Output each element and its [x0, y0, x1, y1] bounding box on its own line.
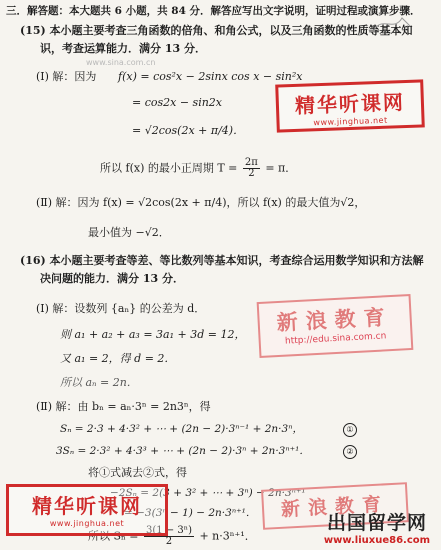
q16-conclusion-post: + n·3ⁿ⁺¹． [199, 529, 256, 543]
q16-p1-line1: (Ⅰ) 解：设数列 {aₙ} 的公差为 d． [36, 302, 206, 315]
q15-intro-line2: 识，考查运算能力．满分 13 分． [40, 42, 206, 55]
faint-url-watermark: www.sina.com.cn [86, 58, 156, 67]
q16-conclusion-pre: 所以 Sₙ = [88, 529, 139, 543]
q16-frac-den: 2 [165, 536, 173, 547]
brand-url: www.liuxue86.com [323, 535, 431, 546]
equation-marker-2: ② [343, 445, 357, 459]
q16-p2-line4: 将①式减去②式，得 [88, 466, 187, 479]
sina-stamp-mid [257, 294, 414, 358]
q15-p2-line2: 最小值为 −√2． [88, 226, 170, 239]
q16-p2-line2: Sₙ = 2·3 + 4·3² + ⋯ + (2n − 2)·3ⁿ⁻¹ + 2n·3ⁿ， [60, 423, 303, 435]
jinghua-stamp-bottom [6, 484, 168, 536]
sina-bottom-title: 新浪教育 [280, 493, 390, 521]
jinghua-bottom-url: www.jinghua.net [49, 519, 125, 528]
q16-p1-line2: 则 a₁ + a₂ + a₃ = 3a₁ + 3d = 12， [60, 328, 246, 341]
brand-logo [317, 508, 437, 546]
q15-p1-eq2: = cos2x − sin2x [132, 96, 223, 109]
q15-period-fraction [243, 158, 260, 179]
sketch-doodle-icon [372, 12, 412, 34]
sina-mid-title: 新浪教育 [276, 304, 394, 336]
q16-p1-line4: 所以 aₙ = 2n． [60, 376, 138, 389]
jinghua-top-title: 精华听课网 [294, 90, 406, 118]
section-header: 三．解答题：本大题共 6 小题，共 84 分．解答应写出文字说明，证明过程或演算步骤． [6, 5, 421, 17]
q15-p1-conclusion [100, 158, 296, 179]
equation-marker-1: ① [343, 423, 357, 437]
q15-conclusion-pre: 所以 f(x) 的最小正周期 T = [100, 161, 238, 175]
sina-mid-url: http://edu.sina.com.cn [284, 331, 387, 347]
q15-p2-line1: (Ⅱ) 解：因为 f(x) = √2cos(2x + π/4)，所以 f(x) 的最大值为√2， [36, 196, 366, 209]
jinghua-bottom-title: 精华听课网 [32, 494, 142, 518]
q15-p1-eq1: f(x) = cos²x − 2sinx cos x − sin²x [118, 70, 303, 83]
q16-p2-line5: −2Sₙ = 2(3 + 3² + ⋯ + 3ⁿ) − 2n·3ⁿ⁺¹ [110, 487, 306, 499]
q15-frac-num: 2π [244, 157, 258, 168]
q16-p2-line3: 3Sₙ = 2·3² + 4·3³ + ⋯ + (2n − 2)·3ⁿ + 2n·3ⁿ⁺¹． [56, 445, 310, 457]
q16-p1-line3: 又 a₁ = 2，得 d = 2． [60, 352, 176, 365]
q16-intro-line1: (16) 本小题主要考查等差、等比数列等基本知识，考查综合运用数学知识和方法解 [20, 254, 424, 267]
q16-frac-num: 3(1 − 3ⁿ) [146, 525, 192, 536]
q16-intro-line2: 决问题的能力．满分 13 分． [40, 272, 184, 285]
q16-p2-line6: = −3(3ⁿ − 1) − 2n·3ⁿ⁺¹． [124, 507, 257, 519]
q16-p2-line1: (Ⅱ) 解：由 bₙ = aₙ·3ⁿ = 2n3ⁿ，得 [36, 400, 211, 413]
q15-p1-label: (Ⅰ) 解：因为 [36, 70, 97, 83]
brand-title: 出国留学网 [326, 512, 427, 534]
q15-intro-line1: (15) 本小题主要考查三角函数的倍角、和角公式，以及三角函数的性质等基本知 [20, 24, 413, 37]
q15-conclusion-post: = π． [265, 161, 297, 175]
jinghua-top-url: www.jinghua.net [313, 115, 388, 128]
q15-frac-den: 2 [248, 168, 255, 179]
jinghua-stamp-top [275, 79, 425, 132]
q15-p1-eq3: = √2cos(2x + π/4)． [132, 124, 245, 137]
